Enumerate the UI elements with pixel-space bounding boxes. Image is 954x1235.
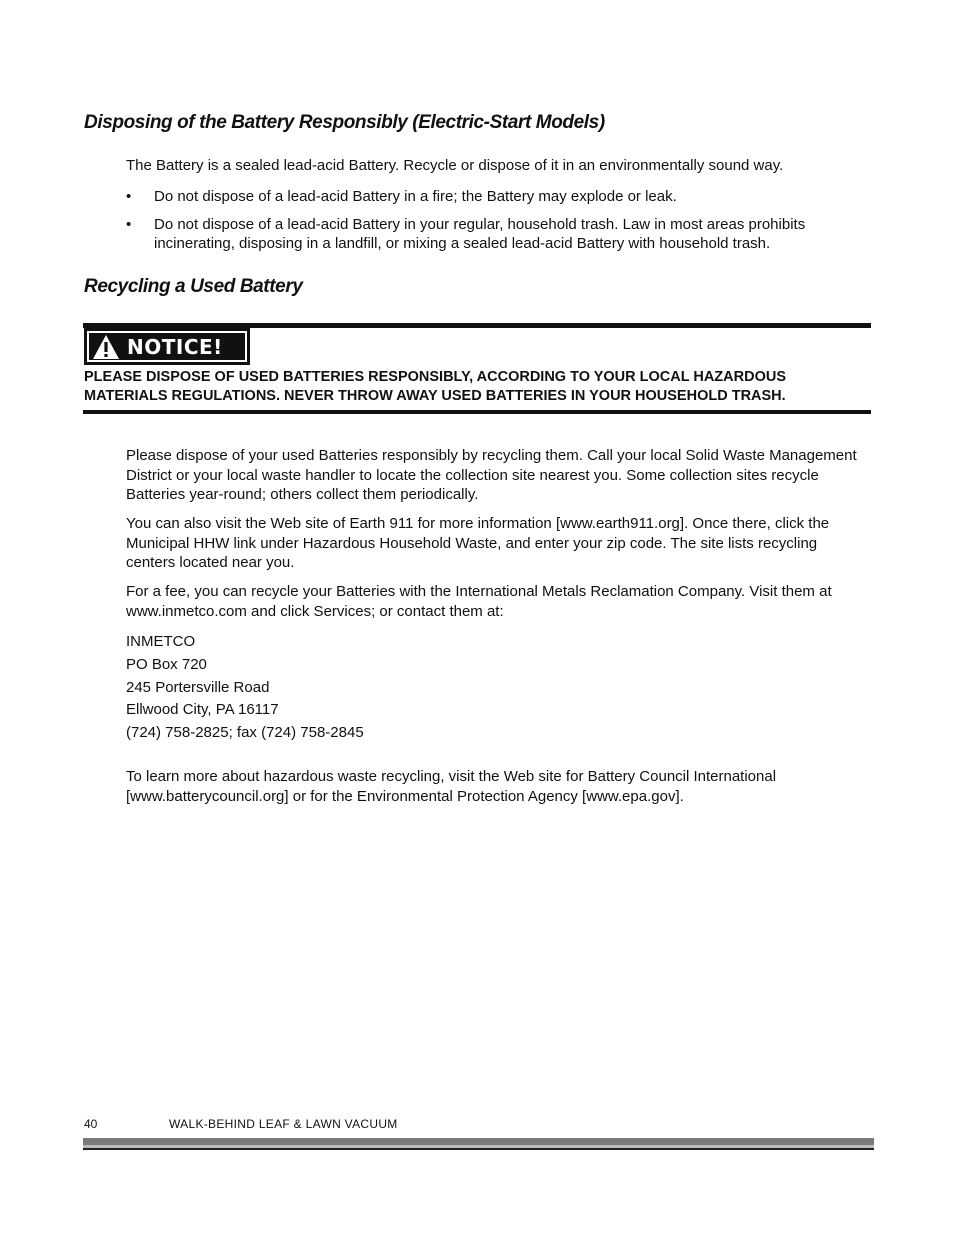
address-line: 245 Portersville Road — [126, 678, 270, 696]
bullet-text: Do not dispose of a lead-acid Battery in your regular, household trash. Law in most areas prohibits incinerating, disposing in a landfill, or mixing a sealed lead-acid Battery with household trash. — [154, 215, 806, 252]
notice-message: PLEASE DISPOSE OF USED BATTERIES RESPONSIBLY, ACCORDING TO YOUR LOCAL HAZARDOUS MATERIALS REGULATIONS. NEVER THROW AWAY USED BATTERIES IN YOUR HOUSEHOLD TRASH. — [84, 369, 786, 404]
list-item — [126, 187, 861, 207]
heading-recycling-battery: Recycling a Used Battery — [84, 276, 303, 297]
recycling-paragraph: Please dispose of your used Batteries responsibly by recycling them. Call your local Solid Waste Management District or your local waste handler to locate the collection site nearest you. Some collection sites recycle Batteries year-round; others collect them periodically. — [126, 447, 857, 503]
footer-rule — [83, 1138, 874, 1145]
bullet-text: Do not dispose of a lead-acid Battery in a fire; the Battery may explode or leak. — [154, 188, 677, 205]
address-line: Ellwood City, PA 16117 — [126, 701, 279, 719]
notice-badge — [84, 328, 250, 365]
bullet-glyph: • — [126, 215, 132, 233]
notice-bottom-rule — [83, 410, 871, 414]
bullet-glyph: • — [126, 188, 132, 205]
heading-disposing-battery: Disposing of the Battery Responsibly (Electric-Start Models) — [84, 112, 605, 133]
page-number: 40 — [84, 1117, 98, 1131]
list-item — [126, 215, 861, 254]
footer-rule — [83, 1148, 874, 1150]
inmetco-address — [126, 631, 364, 745]
earth911-paragraph: You can also visit the Web site of Earth 911 for more information [www.earth911.org]. Once there, click the Municipal HHW link under Hazardous Household Waste, and enter your zip code. The site lists recycling centers located near you. — [126, 515, 830, 571]
battery-council-paragraph: To learn more about hazardous waste recycling, visit the Web site for Battery Council International [www.batterycouncil.org] or for the Environmental Protection Agency [www.epa.gov]. — [126, 768, 777, 805]
address-phone: (724) 758-2825; fax (724) 758-2845 — [126, 724, 364, 742]
warning-triangle-icon — [91, 333, 121, 361]
disposal-bullet-list — [126, 187, 861, 262]
notice-badge-frame — [87, 331, 247, 362]
footer-title: WALK-BEHIND LEAF & LAWN VACUUM — [169, 1117, 398, 1131]
address-line: INMETCO — [126, 633, 196, 650]
intro-paragraph: The Battery is a sealed lead-acid Battery. Recycle or dispose of it in an environmentally sound way. — [126, 157, 784, 174]
address-line: PO Box 720 — [126, 655, 207, 673]
inmetco-paragraph: For a fee, you can recycle your Batteries with the International Metals Reclamation Company. Visit them at www.inmetco.com and click Services; or contact them at: — [126, 583, 832, 620]
notice-label: NOTICE! — [127, 334, 223, 359]
notice-box — [83, 323, 871, 415]
